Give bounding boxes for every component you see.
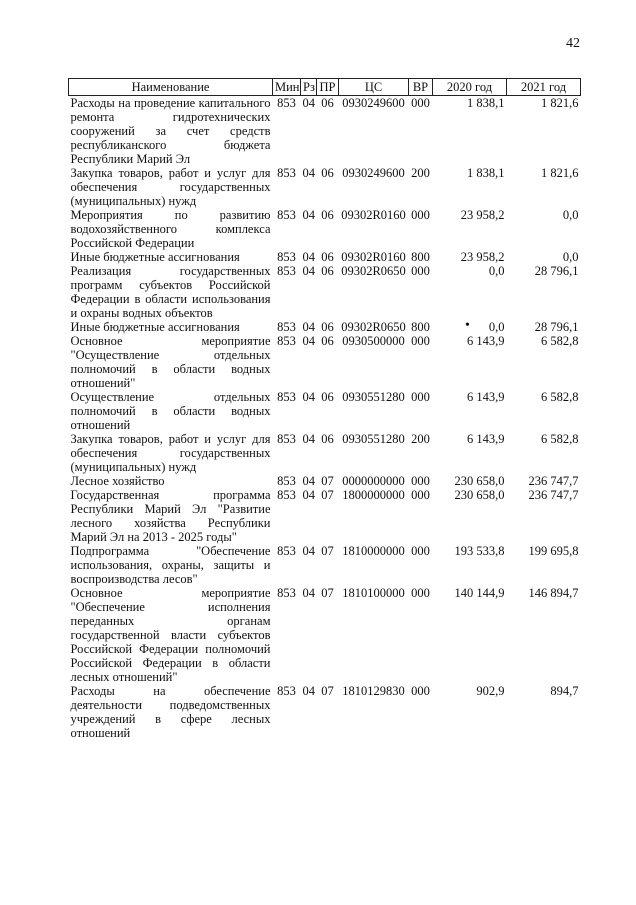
row-min: 853 <box>277 96 296 110</box>
row-2020: 0,0 <box>488 264 505 278</box>
row-2021: 1 821,6 <box>541 96 579 110</box>
row-vr: 000 <box>411 208 430 222</box>
row-name: Расходы на обеспечение деятельности подведомственных учреждений в сфере лесных отношений <box>70 684 271 740</box>
row-rz: 04 <box>302 96 315 110</box>
row-2021: 0,0 <box>562 250 579 264</box>
table-row <box>69 96 581 167</box>
row-2020: 902,9 <box>476 684 505 698</box>
row-pr: 06 <box>321 320 334 334</box>
row-min: 853 <box>277 474 296 488</box>
row-2021: 6 582,8 <box>541 432 579 446</box>
row-pr: 06 <box>321 432 334 446</box>
table-row <box>69 208 581 250</box>
row-2021: 1 821,6 <box>541 166 579 180</box>
table-row <box>69 488 581 544</box>
table-row <box>69 320 581 334</box>
row-rz: 04 <box>302 166 315 180</box>
row-vr: 000 <box>411 474 430 488</box>
row-2020: 6 143,9 <box>467 432 505 446</box>
header-rz: Рз <box>301 79 317 96</box>
row-pr: 06 <box>321 390 334 404</box>
row-cs: 0930551280 <box>342 432 405 446</box>
row-pr: 06 <box>321 208 334 222</box>
row-2020: 1 838,1 <box>467 96 505 110</box>
header-min: Мин <box>273 79 301 96</box>
header-2020: 2020 год <box>433 79 507 96</box>
row-rz: 04 <box>302 264 315 278</box>
table-row <box>69 334 581 390</box>
row-2021: 894,7 <box>550 684 579 698</box>
row-2020: 140 144,9 <box>454 586 505 600</box>
row-cs: 0930249600 <box>342 96 405 110</box>
row-min: 853 <box>277 488 296 502</box>
row-name: Иные бюджетные ассигнования <box>70 320 240 334</box>
row-2021: 236 747,7 <box>528 488 579 502</box>
row-vr: 000 <box>411 684 430 698</box>
row-min: 853 <box>277 432 296 446</box>
table-row <box>69 586 581 684</box>
row-pr: 07 <box>321 474 334 488</box>
row-min: 853 <box>277 166 296 180</box>
row-name: Основное мероприятие "Обеспечение исполнения переданных органам государственной власти субъектов Российской Федерации полномочий Российской Федерации в области лесных отношений" <box>70 586 271 684</box>
row-rz: 04 <box>302 320 315 334</box>
row-vr: 200 <box>411 166 430 180</box>
row-name: Государственная программа Республики Марий Эл "Развитие лесного хозяйства Республики Марий Эл на 2013 - 2025 годы" <box>70 488 271 544</box>
table-header <box>69 79 581 96</box>
row-name: Основное мероприятие "Осуществление отдельных полномочий в области водных отношений" <box>70 334 271 390</box>
row-vr: 800 <box>411 250 430 264</box>
header-2021: 2021 год <box>507 79 581 96</box>
row-name: Мероприятия по развитию водохозяйственного комплекса Российской Федерации <box>70 208 271 250</box>
row-rz: 04 <box>302 208 315 222</box>
row-2021: 6 582,8 <box>541 334 579 348</box>
row-2021: 28 796,1 <box>534 264 579 278</box>
table-row <box>69 166 581 208</box>
budget-table <box>68 78 581 740</box>
row-2020: 0,0 <box>488 320 505 334</box>
row-cs: 09302R0160 <box>341 208 406 222</box>
row-min: 853 <box>277 264 296 278</box>
row-rz: 04 <box>302 474 315 488</box>
row-2021: 236 747,7 <box>528 474 579 488</box>
row-2021: 28 796,1 <box>534 320 579 334</box>
row-pr: 07 <box>321 544 334 558</box>
row-pr: 07 <box>321 684 334 698</box>
row-cs: 09302R0650 <box>341 264 406 278</box>
table-row <box>69 544 581 586</box>
row-name: Реализация государственных программ субъектов Российской Федерации в области использования и охраны водных объектов <box>70 264 271 320</box>
row-2020: 6 143,9 <box>467 390 505 404</box>
row-rz: 04 <box>302 586 315 600</box>
row-rz: 04 <box>302 488 315 502</box>
row-cs: 1800000000 <box>342 488 405 502</box>
row-rz: 04 <box>302 334 315 348</box>
row-pr: 06 <box>321 250 334 264</box>
header-pr: ПР <box>317 79 339 96</box>
row-vr: 000 <box>411 334 430 348</box>
row-name: Расходы на проведение капитального ремонта гидротехнических сооружений за счет средств республиканского бюджета Республики Марий Эл <box>70 96 271 166</box>
table-body <box>69 96 581 741</box>
header-cs: ЦС <box>339 79 409 96</box>
row-pr: 06 <box>321 96 334 110</box>
row-vr: 800 <box>411 320 430 334</box>
row-min: 853 <box>277 544 296 558</box>
row-cs: 0930551280 <box>342 390 405 404</box>
row-name: Закупка товаров, работ и услуг для обеспечения государственных (муниципальных) нужд <box>70 432 271 474</box>
row-2020: 230 658,0 <box>454 474 505 488</box>
row-name: Закупка товаров, работ и услуг для обеспечения государственных (муниципальных) нужд <box>70 166 271 208</box>
table-row <box>69 264 581 320</box>
row-vr: 200 <box>411 432 430 446</box>
row-name: Подпрограмма "Обеспечение использования, охраны, защиты и воспроизводства лесов" <box>70 544 271 586</box>
row-min: 853 <box>277 250 296 264</box>
row-pr: 06 <box>321 264 334 278</box>
row-cs: 1810000000 <box>342 544 405 558</box>
row-cs: 1810129830 <box>342 684 405 698</box>
row-rz: 04 <box>302 390 315 404</box>
row-cs: 09302R0160 <box>341 250 406 264</box>
row-vr: 000 <box>411 96 430 110</box>
row-2020: 23 958,2 <box>460 250 505 264</box>
row-pr: 06 <box>321 166 334 180</box>
row-name: Иные бюджетные ассигнования <box>70 250 240 264</box>
table-row <box>69 684 581 740</box>
row-cs: 0930249600 <box>342 166 405 180</box>
row-2020: 6 143,9 <box>467 334 505 348</box>
table-row <box>69 250 581 264</box>
row-cs: 0930500000 <box>342 334 405 348</box>
table-row <box>69 474 581 488</box>
row-rz: 04 <box>302 684 315 698</box>
header-name: Наименование <box>69 79 273 96</box>
row-rz: 04 <box>302 544 315 558</box>
row-min: 853 <box>277 684 296 698</box>
row-vr: 000 <box>411 390 430 404</box>
table-row <box>69 432 581 474</box>
row-vr: 000 <box>411 488 430 502</box>
row-rz: 04 <box>302 432 315 446</box>
row-vr: 000 <box>411 264 430 278</box>
row-vr: 000 <box>411 586 430 600</box>
row-2020: 23 958,2 <box>460 208 505 222</box>
row-2020: 193 533,8 <box>454 544 505 558</box>
row-2021: 146 894,7 <box>528 586 579 600</box>
row-2020: 230 658,0 <box>454 488 505 502</box>
page-number: 42 <box>566 36 580 51</box>
row-2021: 6 582,8 <box>541 390 579 404</box>
row-vr: 000 <box>411 544 430 558</box>
row-min: 853 <box>277 390 296 404</box>
stray-dot-mark: • <box>465 318 470 333</box>
row-2020: 1 838,1 <box>467 166 505 180</box>
row-min: 853 <box>277 586 296 600</box>
row-min: 853 <box>277 208 296 222</box>
row-name: Лесное хозяйство <box>70 474 165 488</box>
row-cs: 0000000000 <box>342 474 405 488</box>
row-2021: 0,0 <box>562 208 579 222</box>
row-pr: 07 <box>321 488 334 502</box>
row-name: Осуществление отдельных полномочий в области водных отношений <box>70 390 271 432</box>
row-min: 853 <box>277 334 296 348</box>
row-pr: 06 <box>321 334 334 348</box>
row-cs: 1810100000 <box>342 586 405 600</box>
table-row <box>69 390 581 432</box>
row-min: 853 <box>277 320 296 334</box>
row-rz: 04 <box>302 250 315 264</box>
row-pr: 07 <box>321 586 334 600</box>
header-vr: ВР <box>409 79 433 96</box>
row-cs: 09302R0650 <box>341 320 406 334</box>
row-2021: 199 695,8 <box>528 544 579 558</box>
